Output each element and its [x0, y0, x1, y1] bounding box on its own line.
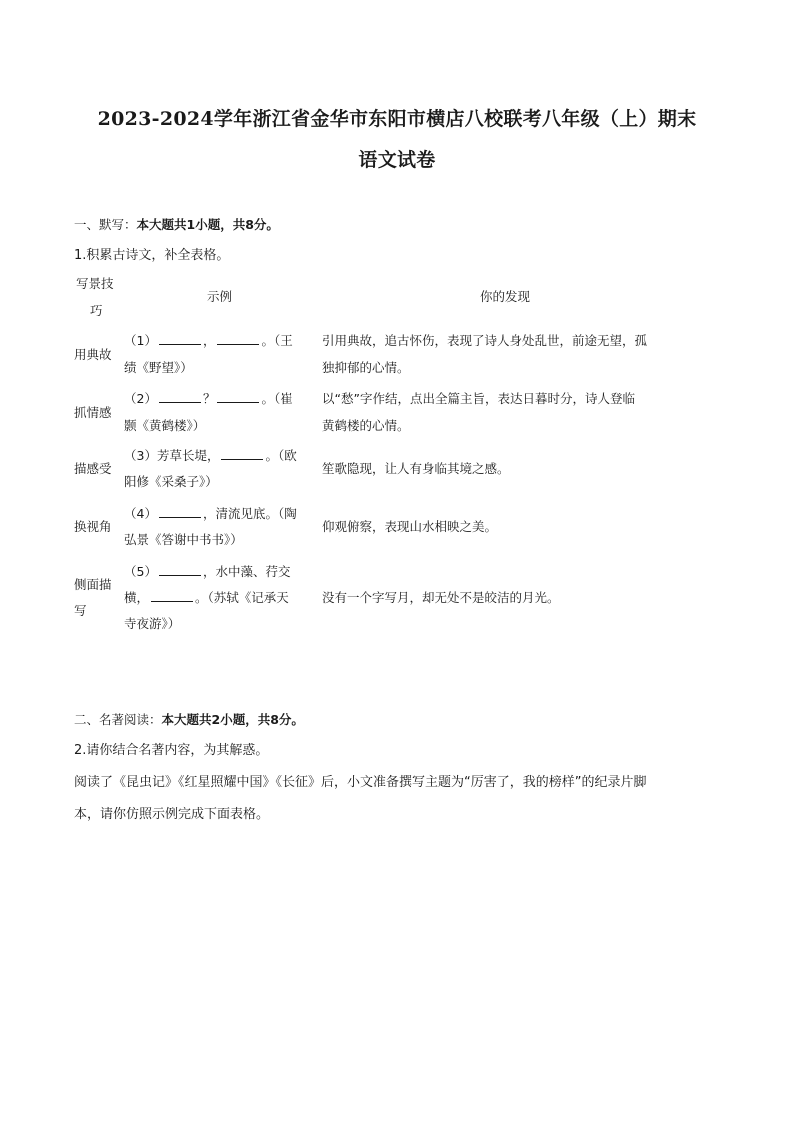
row2-finding-line2: 黄鹤楼的心情。 [322, 418, 410, 433]
row3-technique: 描感受 [74, 461, 112, 476]
section2-heading [74, 711, 304, 729]
row2-finding-line1: 以“愁”字作结，点出全篇主旨，表达日暮时分，诗人登临 [322, 391, 635, 406]
row1-ex-1b: ， [202, 333, 216, 348]
row3-ex-1b: 。（欧 [265, 448, 297, 463]
header-technique-b: 巧 [90, 303, 103, 318]
row5-example-line3: 寺夜游》） [124, 616, 181, 631]
row5-example-line1 [124, 559, 320, 584]
row4-finding-line1: 仰观俯察，表现山水相映之美。 [322, 519, 498, 534]
row1-example-line1 [124, 328, 320, 353]
row2-ex-1b: ？ [202, 391, 216, 406]
row1-finding-line2: 独抑郁的心情。 [322, 360, 410, 375]
row1-blank-1[interactable] [159, 330, 201, 345]
row2-technique: 抓情感 [74, 405, 112, 420]
row2-blank-1[interactable] [159, 388, 201, 403]
row2-ex-1a: （2） [124, 391, 157, 406]
row3-blank-1[interactable] [221, 445, 263, 460]
row1-example-line2: 绩《野望》） [124, 360, 193, 375]
row5-example-line2 [124, 585, 320, 610]
section2-label: 二、名著阅读： [74, 712, 162, 727]
row5-ex-2a: 横， [124, 590, 150, 605]
row4-technique: 换视角 [74, 519, 112, 534]
row5-technique-b: 写 [74, 603, 87, 618]
header-finding: 你的发现 [480, 289, 531, 304]
row3-example-line1 [124, 443, 320, 468]
question-2-paragraph-line1: 阅读了《昆虫记》《红星照耀中国》《长征》后，小文准备撰写主题为“厉害了，我的榜样”的纪录片脚 [74, 775, 647, 790]
row2-ex-1c: 。（崔 [261, 391, 293, 406]
row5-ex-2b: 。（苏轼《记承天 [195, 590, 289, 605]
row2-example-line1 [124, 386, 320, 411]
row5-technique-a: 侧面描 [74, 577, 112, 592]
row3-example-line2: 阳修《采桑子》） [124, 474, 218, 489]
row5-ex-1a: （5） [124, 564, 157, 579]
row1-ex-1a: （1） [124, 333, 157, 348]
row1-ex-1c: 。（王 [261, 333, 293, 348]
header-technique-a: 写景技 [76, 276, 114, 291]
row1-finding-line1: 引用典故，追古怀伤，表现了诗人身处乱世，前途无望，孤 [322, 333, 648, 348]
row4-blank-1[interactable] [159, 503, 201, 518]
exam-title-line2: 语文试卷 [358, 149, 436, 171]
header-example: 示例 [207, 289, 233, 304]
row2-example-line2: 颢《黄鹤楼》） [124, 418, 206, 433]
question-2: 2.请你结合名著内容，为其解惑。 [74, 743, 269, 758]
row1-technique: 用典故 [74, 347, 112, 362]
section2-desc: 本大题共2小题，共8分。 [161, 712, 304, 727]
row5-blank-1[interactable] [159, 561, 201, 576]
row4-ex-1a: （4） [124, 506, 157, 521]
row3-ex-1a: （3）芳草长堤， [124, 448, 220, 463]
row2-blank-2[interactable] [217, 388, 259, 403]
row5-blank-2[interactable] [151, 587, 193, 602]
section1-label: 一、默写： [74, 217, 137, 232]
exam-title-line1: 2023-2024学年浙江省金华市东阳市横店八校联考八年级（上）期末 [97, 108, 697, 130]
row5-ex-1b: ，水中藻、荇交 [202, 564, 291, 579]
row4-ex-1b: ，清流见底。（陶 [202, 506, 297, 521]
section1-desc: 本大题共1小题，共8分。 [136, 217, 279, 232]
question-1: 1.积累古诗文，补全表格。 [74, 248, 230, 263]
question-2-paragraph-line2: 本，请你仿照示例完成下面表格。 [74, 807, 270, 822]
row1-blank-2[interactable] [217, 330, 259, 345]
section1-heading [74, 216, 279, 234]
row4-example-line1 [124, 501, 320, 526]
row5-finding-line1: 没有一个字写月，却无处不是皎洁的月光。 [322, 590, 560, 605]
row4-example-line2: 弘景《答谢中书书》） [124, 532, 243, 547]
row3-finding-line1: 笙歌隐现，让人有身临其境之感。 [322, 461, 510, 476]
